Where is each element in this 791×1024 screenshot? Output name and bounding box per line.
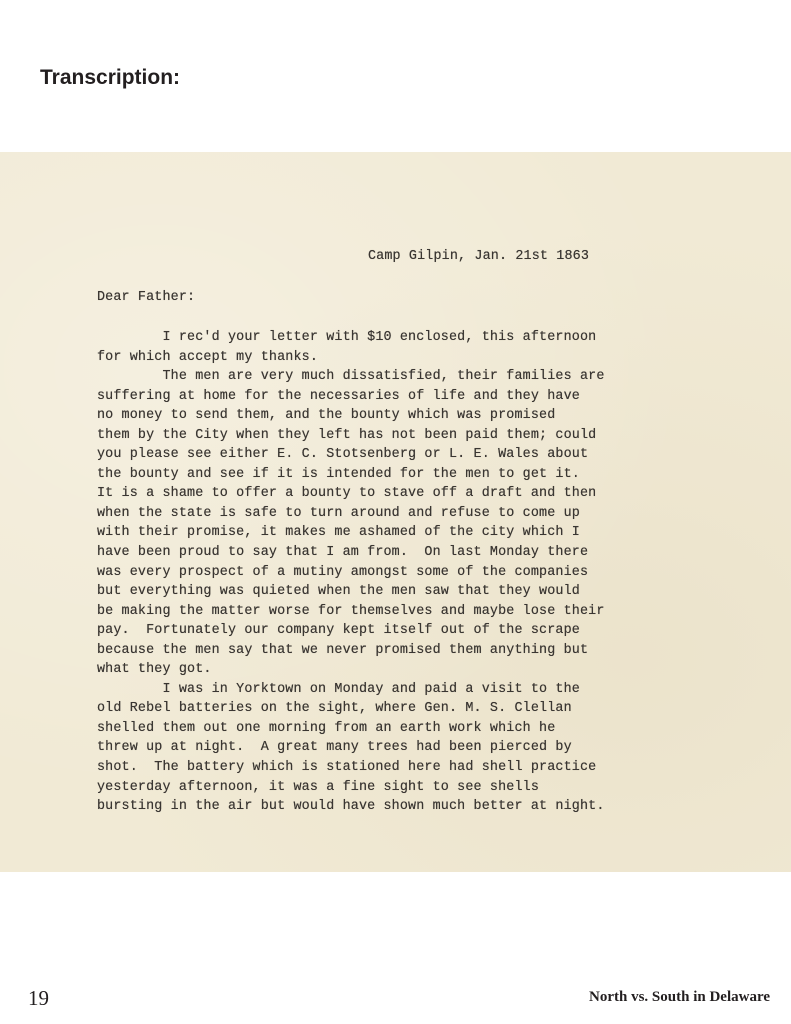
letter-line: shelled them out one morning from an earth work which he (97, 720, 556, 736)
letter-line: pay. Fortunately our company kept itself out of the scrape (97, 623, 580, 639)
letter-dateline: Camp Gilpin, Jan. 21st 1863 (368, 249, 590, 264)
letter-line: yesterday afternoon, it was a fine sight to see shells (97, 779, 540, 795)
letter-line: what they got. (97, 662, 212, 678)
letter-line: them by the City when they left has not been paid them; could (97, 427, 597, 443)
letter-line: shot. The battery which is stationed here had shell practice (97, 760, 597, 776)
letter-line: have been proud to say that I am from. On last Monday there (97, 545, 589, 561)
letter-line: with their promise, it makes me ashamed of the city which I (97, 525, 580, 541)
page-number: 19 (28, 986, 49, 1010)
letter-scan (0, 152, 791, 872)
letter-line: old Rebel batteries on the sight, where Gen. M. S. Clellan (97, 701, 572, 717)
letter-line: It is a shame to offer a bounty to stave off a draft and then (97, 486, 597, 502)
letter-line: when the state is safe to turn around and refuse to come up (97, 505, 580, 521)
letter-line: you please see either E. C. Stotsenberg or L. E. Wales about (97, 447, 589, 463)
letter-line: I rec'd your letter with $10 enclosed, this afternoon (97, 330, 597, 345)
letter-line: bursting in the air but would have shown much better at night. (97, 799, 605, 815)
letter-line: I was in Yorktown on Monday and paid a visit to the (97, 681, 580, 697)
page-heading: Transcription: (40, 66, 181, 89)
letter-line: The men are very much dissatisfied, their families are (97, 369, 605, 385)
letter-line: because the men say that we never promised them anything but (97, 642, 589, 658)
letter-line: threw up at night. A great many trees had been pierced by (97, 740, 572, 756)
letter-line: was every prospect of a mutiny amongst some of the companies (97, 564, 589, 580)
letter-line: no money to send them, and the bounty which was promised (97, 408, 556, 424)
letter-line: be making the matter worse for themselves and maybe lose their (97, 603, 605, 619)
letter-body (97, 328, 605, 817)
letter-salutation: Dear Father: (97, 290, 196, 305)
book-title: North vs. South in Delaware (589, 989, 770, 1005)
letter-line: the bounty and see if it is intended for the men to get it. (97, 466, 580, 482)
letter-line: for which accept my thanks. (97, 349, 319, 365)
letter-line: but everything was quieted when the men saw that they would (97, 584, 580, 600)
letter-line: suffering at home for the necessaries of life and they have (97, 388, 580, 404)
